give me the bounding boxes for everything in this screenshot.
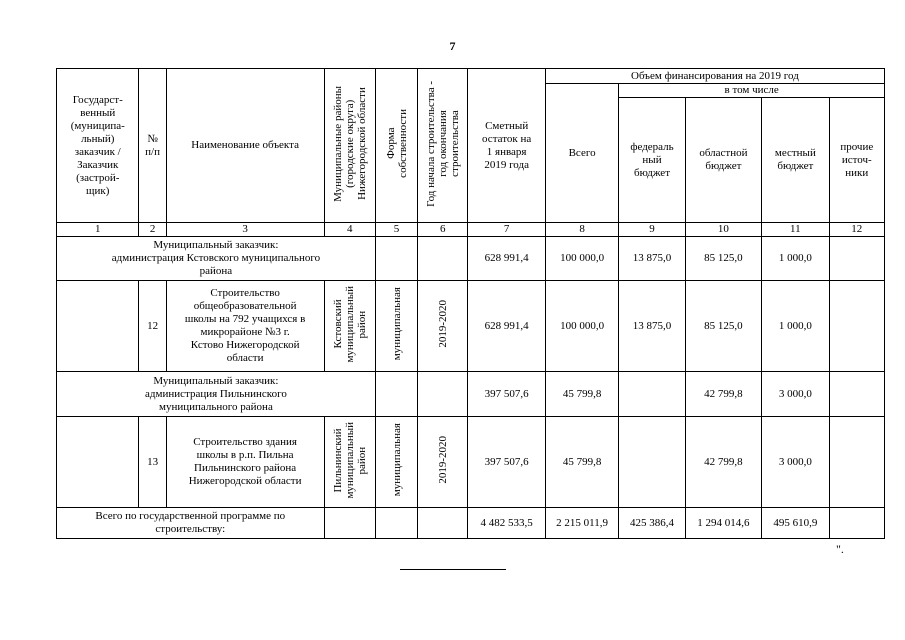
regional-value: 85 125,0 <box>685 237 761 281</box>
header-other: прочие источ- ники <box>829 98 884 223</box>
empty-cell <box>375 237 417 281</box>
header-num: № п/п <box>139 69 166 223</box>
local-value: 1 000,0 <box>762 237 829 281</box>
header-regional: областной бюджет <box>685 98 761 223</box>
object-name: Строительство здания школы в р.п. Пильна Пильнинского района Нижегородской области <box>166 417 324 508</box>
empty-cell <box>375 508 417 539</box>
object-ownership <box>375 281 417 372</box>
local-value: 495 610,9 <box>762 508 829 539</box>
customer-row-kstovo <box>57 237 885 281</box>
object-district <box>324 417 375 508</box>
header-including: в том числе <box>619 84 885 98</box>
empty-cell <box>57 417 139 508</box>
object-years <box>418 281 468 372</box>
header-districts <box>324 69 375 223</box>
col-number: 1 <box>57 223 139 237</box>
regional-value: 1 294 014,6 <box>685 508 761 539</box>
regional-value: 42 799,8 <box>685 417 761 508</box>
customer-label: Муниципальный заказчик: администрация Кстовского муниципального района <box>57 237 376 281</box>
federal-value <box>619 417 685 508</box>
col-number: 10 <box>685 223 761 237</box>
estimate-value: 4 482 533,5 <box>468 508 545 539</box>
col-number: 5 <box>375 223 417 237</box>
col-number: 6 <box>418 223 468 237</box>
col-number: 4 <box>324 223 375 237</box>
object-number: 13 <box>139 417 166 508</box>
empty-cell <box>418 508 468 539</box>
regional-value: 42 799,8 <box>685 372 761 417</box>
object-district-text: Пильнинский муниципальный район <box>331 421 368 499</box>
estimate-value: 397 507,6 <box>468 372 545 417</box>
other-value <box>829 281 884 372</box>
header-funding-volume: Объем финансирования на 2019 год <box>545 69 884 84</box>
federal-value: 425 386,4 <box>619 508 685 539</box>
federal-value: 13 875,0 <box>619 237 685 281</box>
object-years <box>418 417 468 508</box>
federal-value: 13 875,0 <box>619 281 685 372</box>
total-value: 100 000,0 <box>545 237 618 281</box>
header-estimate: Сметный остаток на 1 января 2019 года <box>468 69 545 223</box>
object-years-text: 2019-2020 <box>436 300 449 348</box>
empty-cell <box>375 372 417 417</box>
grand-total-label: Всего по государственной программе по строительству: <box>57 508 325 539</box>
header-years-text: Год начала строительства - год окончания строительства <box>424 80 461 207</box>
estimate-value: 397 507,6 <box>468 417 545 508</box>
other-value <box>829 237 884 281</box>
regional-value: 85 125,0 <box>685 281 761 372</box>
empty-cell <box>418 372 468 417</box>
object-ownership-text: муниципальная <box>390 287 403 361</box>
col-number: 2 <box>139 223 166 237</box>
header-customer: Государст- венный (муниципа- льный) заказчик / Заказчик (застрой- щик) <box>57 69 139 223</box>
total-value: 45 799,8 <box>545 372 618 417</box>
col-number: 12 <box>829 223 884 237</box>
col-number: 8 <box>545 223 618 237</box>
local-value: 3 000,0 <box>762 417 829 508</box>
header-object-name: Наименование объекта <box>166 69 324 223</box>
col-number: 11 <box>762 223 829 237</box>
total-value: 45 799,8 <box>545 417 618 508</box>
other-value <box>829 417 884 508</box>
header-districts-text: Муниципальные районы (городские округа) Нижегородской области <box>331 85 368 202</box>
page-number: 7 <box>449 39 456 53</box>
closing-quote-mark: ". <box>836 542 844 556</box>
col-number: 3 <box>166 223 324 237</box>
object-number: 12 <box>139 281 166 372</box>
other-value <box>829 372 884 417</box>
customer-row-pilna <box>57 372 885 417</box>
federal-value <box>619 372 685 417</box>
object-name: Строительство общеобразовательной школы на 792 учащихся в микрорайоне №3 г. Кстово Нижегородской области <box>166 281 324 372</box>
grand-total-row <box>57 508 885 539</box>
object-ownership <box>375 417 417 508</box>
empty-cell <box>324 508 375 539</box>
header-ownership <box>375 69 417 223</box>
local-value: 3 000,0 <box>762 372 829 417</box>
empty-cell <box>57 281 139 372</box>
financing-table <box>56 68 885 539</box>
header-ownership-text: Форма собственности <box>384 109 409 178</box>
total-value: 100 000,0 <box>545 281 618 372</box>
object-row-kstovo <box>57 281 885 372</box>
local-value: 1 000,0 <box>762 281 829 372</box>
column-numbers-row <box>57 223 885 237</box>
col-number: 9 <box>619 223 685 237</box>
header-local: местный бюджет <box>762 98 829 223</box>
object-district-text: Кстовский муниципальный район <box>331 285 368 363</box>
estimate-value: 628 991,4 <box>468 237 545 281</box>
object-row-pilna <box>57 417 885 508</box>
empty-cell <box>418 237 468 281</box>
object-ownership-text: муниципальная <box>390 423 403 497</box>
header-total: Всего <box>545 84 618 223</box>
total-value: 2 215 011,9 <box>545 508 618 539</box>
header-years <box>418 69 468 223</box>
other-value <box>829 508 884 539</box>
estimate-value: 628 991,4 <box>468 281 545 372</box>
col-number: 7 <box>468 223 545 237</box>
header-federal: федераль ный бюджет <box>619 98 685 223</box>
object-years-text: 2019-2020 <box>436 436 449 484</box>
object-district <box>324 281 375 372</box>
customer-label: Муниципальный заказчик: администрация Пильнинского муниципального района <box>57 372 376 417</box>
separator-line <box>400 569 506 570</box>
